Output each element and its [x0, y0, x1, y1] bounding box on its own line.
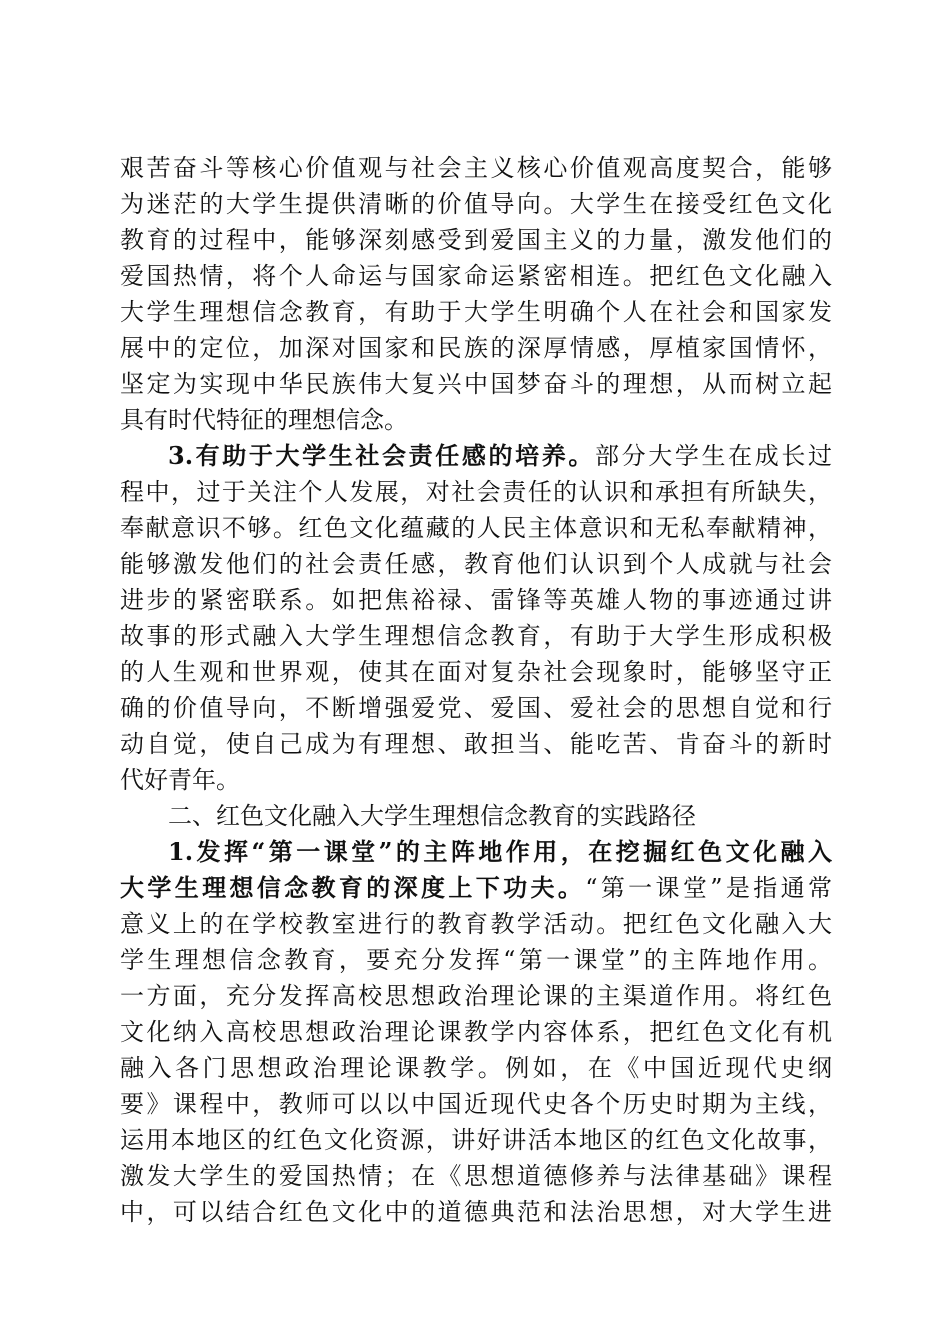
text-line: 中，可以结合红色文化中的道德典范和法治思想，对大学生进 — [120, 1198, 832, 1226]
text-line: 要》课程中，教师可以以中国近现代史各个历史时期为主线， — [120, 1090, 832, 1118]
section-heading: 二、红色文化融入大学生理想信念教育的实践路径 — [168, 802, 696, 830]
text-line: 艰苦奋斗等核心价值观与社会主义核心价值观高度契合，能够 — [120, 154, 832, 182]
text-line: 能够激发他们的社会责任感，教育他们认识到个人成就与社会 — [120, 550, 832, 578]
text-line: 故事的形式融入大学生理想信念教育，有助于大学生形成积极 — [120, 622, 832, 650]
text-line: 为迷茫的大学生提供清晰的价值导向。大学生在接受红色文化 — [120, 190, 832, 218]
text-line: 爱国热情，将个人命运与国家命运紧密相连。把红色文化融入 — [120, 262, 832, 290]
text-line: 意义上的在学校教室进行的教育教学活动。把红色文化融入大 — [120, 910, 832, 938]
document-page — [120, 150, 832, 1230]
text-line: 大学生理想信念教育，有助于大学生明确个人在社会和国家发 — [120, 298, 832, 326]
text-line: 运用本地区的红色文化资源，讲好讲活本地区的红色文化故事， — [120, 1126, 832, 1154]
text-line: 具有时代特征的理想信念。 — [120, 406, 408, 434]
paragraph-3-first-line — [120, 438, 832, 474]
text-line: 学生理想信念教育，要充分发挥“第一课堂”的主阵地作用。 — [120, 946, 832, 974]
text-line: 进步的紧密联系。如把焦裕禄、雷锋等英雄人物的事迹通过讲 — [120, 586, 832, 614]
text-line: 确的价值导向，不断增强爱党、爱国、爱社会的思想自觉和行 — [120, 694, 832, 722]
text-line: 动自觉，使自己成为有理想、敢担当、能吃苦、肯奋斗的新时 — [120, 730, 832, 758]
text-line: 激发大学生的爱国热情；在《思想道德修养与法律基础》课程 — [120, 1162, 832, 1190]
section-1-bold-line: 1.发挥“第一课堂”的主阵地作用，在挖掘红色文化融入 — [168, 837, 832, 866]
section-1-bold-lead: 大学生理想信念教育的深度上下功夫。 — [120, 873, 586, 902]
text-line: 展中的定位，加深对国家和民族的深厚情感，厚植家国情怀， — [120, 334, 832, 362]
text-line: 程中，过于关注个人发展，对社会责任的认识和承担有所缺失， — [120, 478, 832, 506]
text-line: 的人生观和世界观，使其在面对复杂社会现象时，能够坚守正 — [120, 658, 832, 686]
text-line: 一方面，充分发挥高校思想政治理论课的主渠道作用。将红色 — [120, 982, 832, 1010]
text-line: 坚定为实现中华民族伟大复兴中国梦奋斗的理想，从而树立起 — [120, 370, 832, 398]
text-line: 文化纳入高校思想政治理论课教学内容体系，把红色文化有机 — [120, 1018, 832, 1046]
text-line: 代好青年。 — [120, 766, 240, 794]
text-line: 教育的过程中，能够深刻感受到爱国主义的力量，激发他们的 — [120, 226, 832, 254]
text-line: 融入各门思想政治理论课教学。例如，在《中国近现代史纲 — [120, 1054, 832, 1082]
paragraph-3-bold-lead: 3.有助于大学生社会责任感的培养。 — [168, 441, 596, 470]
section-1-second-line — [120, 870, 832, 906]
section-1-second-rest: “第一课堂”是指通常 — [585, 874, 832, 902]
text-line: 奉献意识不够。红色文化蕴藏的人民主体意识和无私奉献精神， — [120, 514, 832, 542]
paragraph-3-first-rest: 部分大学生在成长过 — [595, 442, 832, 470]
